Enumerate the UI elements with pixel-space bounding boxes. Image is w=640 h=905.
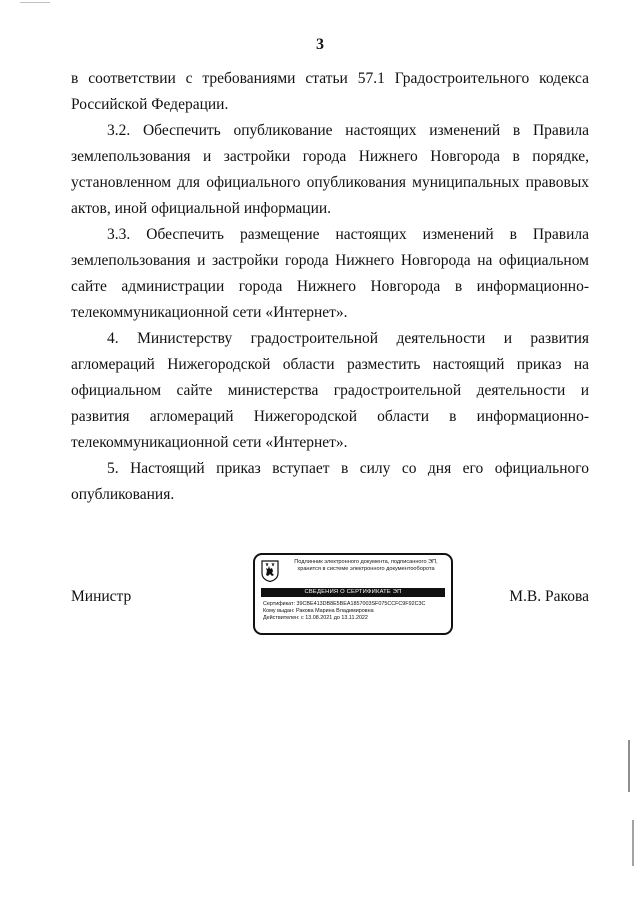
stamp-header-line: хранится в системе электронного документооборота xyxy=(297,566,435,572)
paragraph-4: 4. Министерству градостроительной деятельности и развития агломераций Нижегородской области разместить настоящий приказ на официальном сайте министерства градостроительной деятельности и развития агломераций Нижегородской области в информационно-телекоммуникационной сети «Интернет». xyxy=(71,330,589,451)
scan-artifact xyxy=(20,2,50,3)
signer-name: М.В. Ракова xyxy=(509,588,589,605)
paragraph-3-2: 3.2. Обеспечить опубликование настоящих изменений в Правила землепользования и застройки города Нижнего Новгорода в порядке, установленном для официального опубликования муниципальных правовых актов, иной официальной информации. xyxy=(71,122,589,217)
page-number: 3 xyxy=(316,36,324,53)
certificate-owner: Кому выдан: Ракова Марина Владимировна xyxy=(263,608,374,614)
document-body xyxy=(71,66,589,508)
scan-artifact xyxy=(632,820,634,866)
electronic-signature-stamp xyxy=(253,553,453,635)
deer-coat-of-arms-icon xyxy=(261,560,279,582)
paragraph-3-3: 3.3. Обеспечить размещение настоящих изменений в Правила землепользования и застройки города Нижнего Новгорода на официальном сайте администрации города Нижнего Новгорода в информационно-телекоммуникационной сети «Интернет». xyxy=(71,226,589,321)
certificate-number: Сертификат: 39CBE413DB8E5BEA1857003SF075CCFC9F92C3C xyxy=(263,601,426,607)
paragraph-continuation: в соответствии с требованиями статьи 57.1 Градостроительного кодекса Российской Федерации. xyxy=(71,70,589,113)
scan-artifact xyxy=(628,740,630,792)
signer-position: Министр xyxy=(71,588,132,605)
certificate-banner: СВЕДЕНИЯ О СЕРТИФИКАТЕ ЭП xyxy=(261,588,445,597)
certificate-details xyxy=(263,601,447,622)
stamp-header xyxy=(283,559,449,573)
certificate-validity: Действителен: с 13.08.2021 до 13.11.2022 xyxy=(263,615,368,621)
paragraph-5: 5. Настоящий приказ вступает в силу со дня его официального опубликования. xyxy=(71,460,589,503)
stamp-header-line: Подлинник электронного документа, подписанного ЭП, xyxy=(294,559,438,565)
